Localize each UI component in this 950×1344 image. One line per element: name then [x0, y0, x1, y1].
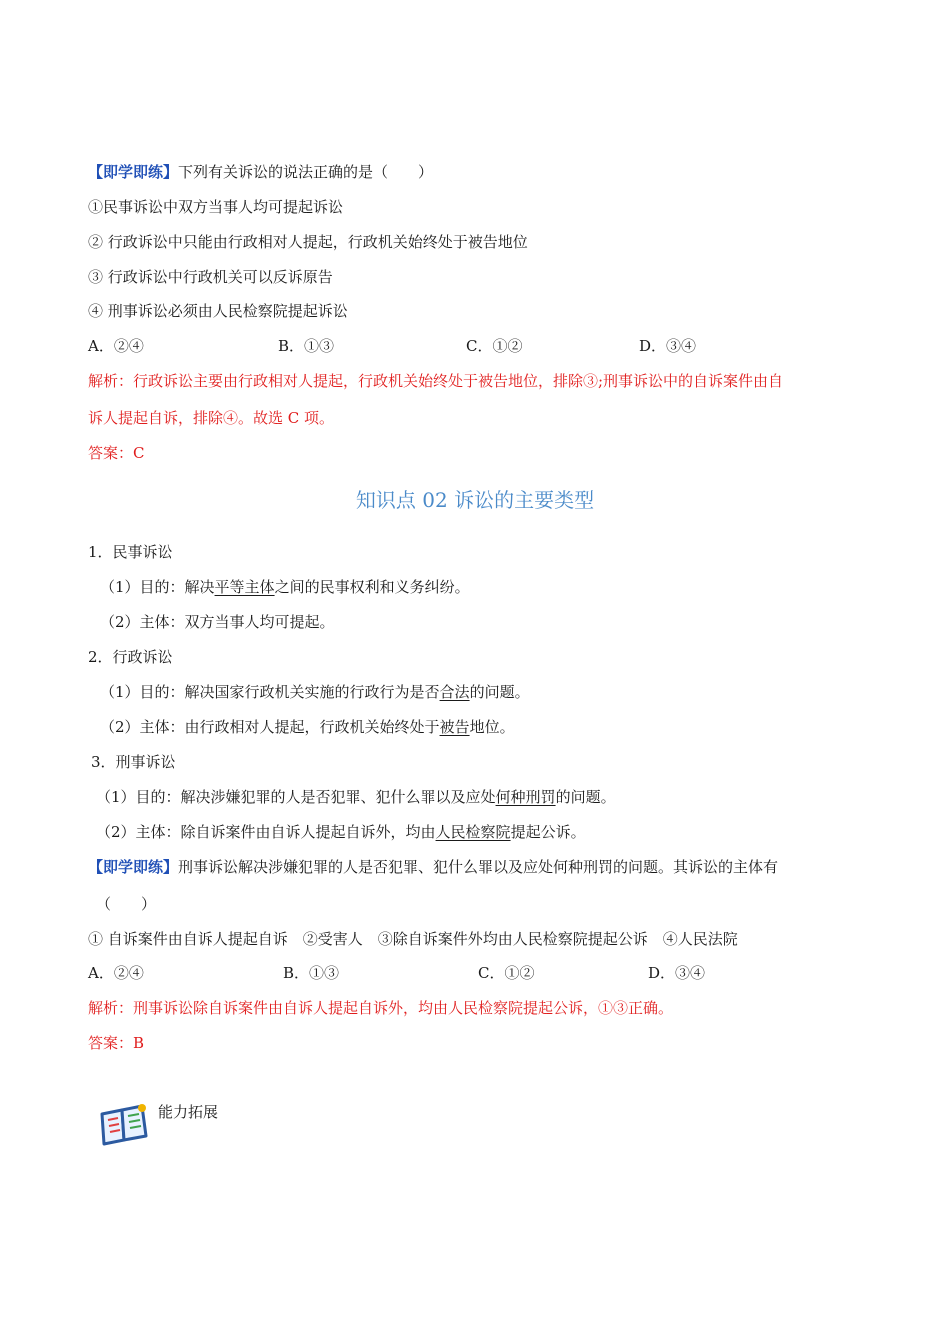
statement-4: ④ 刑事诉讼必须由人民检察院提起诉讼 [88, 302, 348, 320]
criminal-subject [96, 822, 586, 842]
option-d: D．③④ [639, 337, 697, 355]
admin-heading: 2．行政诉讼 [88, 648, 173, 666]
answer: 答案：B [88, 1034, 145, 1052]
analysis-line-1: 解析：行政诉讼主要由行政相对人提起，行政机关始终处于被告地位，排除③;刑事诉讼中的自诉案件由自 [88, 372, 784, 390]
criminal-subject-post: 提起公诉。 [510, 823, 586, 841]
question-text: 下列有关诉讼的说法正确的是（ ） [178, 163, 434, 181]
option-b: B．①③ [283, 964, 340, 982]
statement-1: ①民事诉讼中双方当事人均可提起诉讼 [88, 198, 344, 216]
criminal-subject-key: 人民检察院 [435, 823, 511, 841]
book-icon [98, 1102, 150, 1146]
criminal-purpose-key: 何种刑罚 [495, 788, 556, 806]
statement-3: ③ 行政诉讼中行政机关可以反诉原告 [88, 268, 333, 286]
practice-tag: 【即学即练】 [88, 858, 179, 876]
option-c: C．①② [478, 964, 535, 982]
criminal-heading: 3．刑事诉讼 [91, 753, 176, 771]
civil-subject: （2）主体：双方当事人均可提起。 [100, 613, 335, 631]
admin-purpose-pre: （1）目的：解决国家行政机关实施的行政行为是否 [100, 683, 440, 701]
admin-purpose-key: 合法 [439, 683, 470, 701]
admin-subject-key: 被告 [439, 718, 470, 736]
option-a: A．②④ [88, 964, 144, 982]
section-title: 知识点 02 诉讼的主要类型 [355, 488, 595, 512]
option-d: D．③④ [648, 964, 706, 982]
answer: 答案：C [88, 444, 145, 462]
civil-purpose-key: 平等主体 [214, 578, 275, 596]
criminal-subject-pre: （2）主体：除自诉案件由自诉人提起自诉外，均由 [96, 823, 436, 841]
criminal-purpose-pre: （1）目的：解决涉嫌犯罪的人是否犯罪、犯什么罪以及应处 [96, 788, 496, 806]
admin-subject-post: 地位。 [469, 718, 515, 736]
admin-purpose-post: 的问题。 [469, 683, 530, 701]
civil-purpose-post: 之间的民事权利和义务纠纷。 [274, 578, 470, 596]
statement-2: ② 行政诉讼中只能由行政相对人提起，行政机关始终处于被告地位 [88, 233, 528, 251]
analysis-line-2: 诉人提起自诉，排除④。故选 C 项。 [88, 409, 335, 427]
extension-label: 能力拓展 [158, 1103, 219, 1121]
practice1-question [88, 162, 433, 182]
criminal-purpose-post: 的问题。 [555, 788, 616, 806]
option-b: B．①③ [278, 337, 335, 355]
practice2-statements: ① 自诉案件由自诉人提起自诉 ②受害人 ③除自诉案件外均由人民检察院提起公诉 ④人民法院 [88, 930, 738, 948]
criminal-purpose [96, 787, 616, 807]
civil-heading: 1．民事诉讼 [88, 543, 173, 561]
admin-purpose [100, 682, 530, 702]
practice2-paren: （ ） [96, 895, 157, 913]
practice-tag: 【即学即练】 [88, 163, 179, 181]
question-text: 刑事诉讼解决涉嫌犯罪的人是否犯罪、犯什么罪以及应处何种刑罚的问题。其诉讼的主体有 [178, 858, 779, 876]
civil-purpose [100, 577, 470, 597]
civil-purpose-pre: （1）目的：解决 [100, 578, 215, 596]
option-a: A．②④ [88, 337, 144, 355]
admin-subject-pre: （2）主体：由行政相对人提起，行政机关始终处于 [100, 718, 440, 736]
practice2-question [88, 857, 778, 877]
analysis: 解析：刑事诉讼除自诉案件由自诉人提起自诉外，均由人民检察院提起公诉，①③正确。 [88, 999, 674, 1017]
option-c: C．①② [466, 337, 523, 355]
admin-subject [100, 717, 515, 737]
